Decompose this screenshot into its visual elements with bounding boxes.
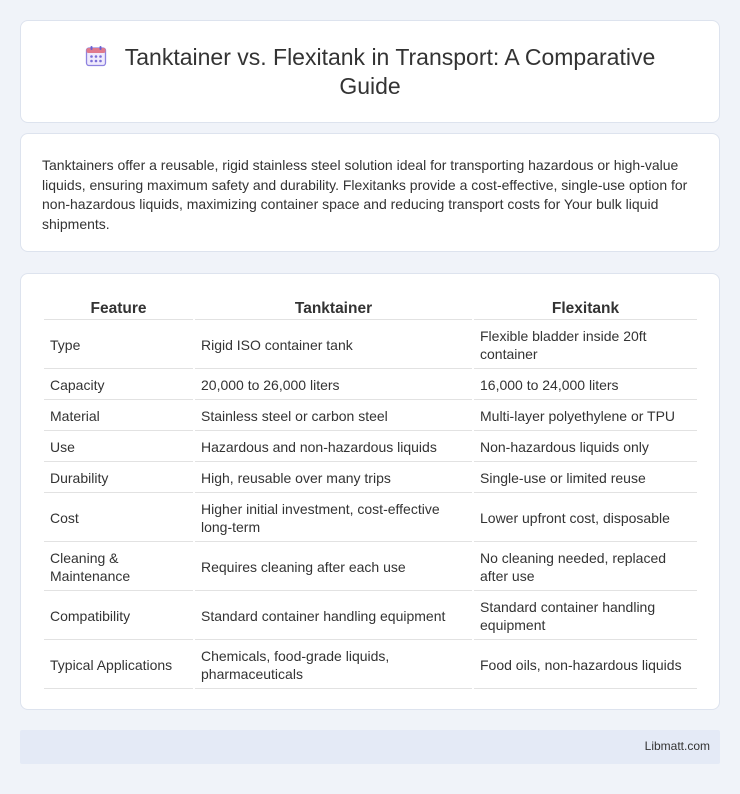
tanktainer-cell: Chemicals, food-grade liquids, pharmaceuticals: [195, 642, 472, 689]
tanktainer-cell: High, reusable over many trips: [195, 464, 472, 493]
feature-cell: Capacity: [44, 371, 193, 400]
table-row: [44, 371, 697, 400]
tanktainer-cell: Higher initial investment, cost-effective long-term: [195, 495, 472, 542]
feature-cell: Use: [44, 433, 193, 462]
table-row: [44, 402, 697, 431]
table-header-row: [44, 298, 697, 320]
column-header-feature: Feature: [44, 298, 193, 320]
flexitank-cell: Food oils, non-hazardous liquids: [474, 642, 697, 689]
feature-cell: Material: [44, 402, 193, 431]
tanktainer-cell: 20,000 to 26,000 liters: [195, 371, 472, 400]
header-card: [20, 20, 720, 123]
table-row: [44, 642, 697, 689]
comparison-card: [20, 273, 720, 710]
column-header-tanktainer: Tanktainer: [195, 298, 472, 320]
table-row: [44, 433, 697, 462]
calendar-icon: [85, 45, 107, 67]
flexitank-cell: Standard container handling equipment: [474, 593, 697, 640]
feature-cell: Durability: [44, 464, 193, 493]
page-title-text: Tanktainer vs. Flexitank in Transport: A Comparative Guide: [124, 44, 656, 99]
feature-cell: Typical Applications: [44, 642, 193, 689]
feature-cell: Compatibility: [44, 593, 193, 640]
tanktainer-cell: Stainless steel or carbon steel: [195, 402, 472, 431]
tanktainer-cell: Hazardous and non-hazardous liquids: [195, 433, 472, 462]
flexitank-cell: Multi-layer polyethylene or TPU: [474, 402, 697, 431]
table-row: [44, 322, 697, 369]
footer-site-link[interactable]: Libmatt.com: [644, 739, 710, 753]
page-title: [61, 43, 679, 101]
table-row: [44, 495, 697, 542]
feature-cell: Cost: [44, 495, 193, 542]
flexitank-cell: Lower upfront cost, disposable: [474, 495, 697, 542]
flexitank-cell: Flexible bladder inside 20ft container: [474, 322, 697, 369]
tanktainer-cell: Standard container handling equipment: [195, 593, 472, 640]
footer: [20, 730, 720, 764]
intro-paragraph: Tanktainers offer a reusable, rigid stainless steel solution ideal for transporting hazardous or high-value liquids, ensuring maximum safety and durability. Flexitanks provide a cost-effective, single-use option for non-hazardous liquids, maximizing container space and reducing transport costs for Your bulk liquid shipments.: [42, 157, 688, 232]
feature-cell: Cleaning & Maintenance: [44, 544, 193, 591]
table-row: [44, 593, 697, 640]
flexitank-cell: Non-hazardous liquids only: [474, 433, 697, 462]
flexitank-cell: No cleaning needed, replaced after use: [474, 544, 697, 591]
table-row: [44, 464, 697, 493]
table-row: [44, 544, 697, 591]
intro-card: [20, 133, 720, 252]
flexitank-cell: 16,000 to 24,000 liters: [474, 371, 697, 400]
flexitank-cell: Single-use or limited reuse: [474, 464, 697, 493]
tanktainer-cell: Rigid ISO container tank: [195, 322, 472, 369]
column-header-flexitank: Flexitank: [474, 298, 697, 320]
comparison-table: [42, 296, 699, 691]
tanktainer-cell: Requires cleaning after each use: [195, 544, 472, 591]
feature-cell: Type: [44, 322, 193, 369]
